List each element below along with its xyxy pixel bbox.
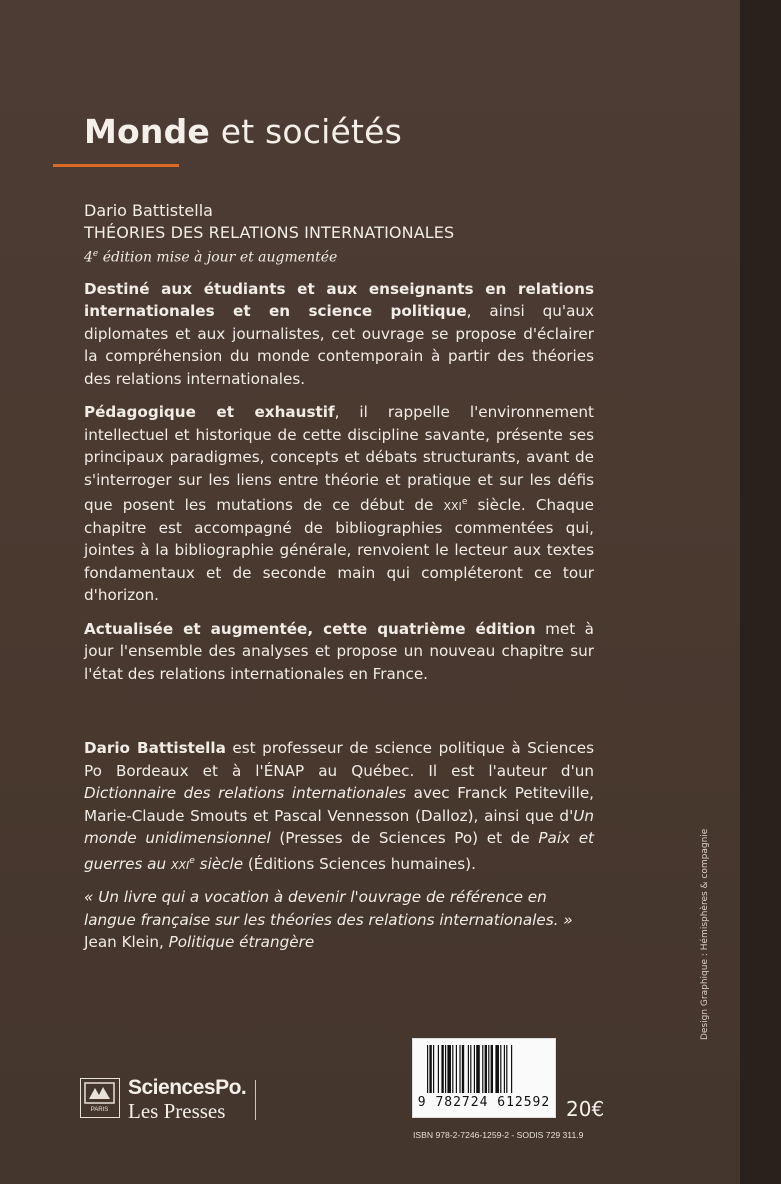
description-paragraph-3 [84,618,594,686]
para2-bold: Pédagogique et exhaustif [84,403,335,422]
publisher-name-line2: Les Presses [128,1099,226,1123]
barcode-bar [474,1045,475,1093]
barcode-bars-icon [427,1045,545,1093]
barcode-bar [511,1045,512,1093]
para2-text1: , il rappelle l'environnement intellectuel et historique de cette discipline savante, présente ses principaux paradigmes, concepts et débats structurants, avant de s'interroger sur les liens entre théorie et pratique et sur les défis que posent les mutations de ce début de [84,403,594,515]
barcode-bar [456,1045,457,1093]
barcode-bar [433,1045,434,1093]
description-paragraph-2 [84,401,594,607]
description-paragraph-1 [84,278,594,391]
orange-rule [53,164,179,167]
barcode-bar [447,1045,451,1093]
barcode-bar [500,1045,501,1093]
collection-title-rest: et sociétés [210,112,403,151]
collection-title-bold: Monde [84,112,211,151]
barcode-bar [485,1045,487,1093]
para1-bold: Destiné aux étudiants et aux enseignants en relations internationales et en science politique [84,279,594,321]
para2-century: xxi [443,496,462,515]
bio-text-1: est professeur de science politique à Sciences Po Bordeaux et à l'ÉNAP au Québec. Il est l'auteur d'un [84,739,594,780]
barcode-bar [491,1045,493,1093]
quote-author: Jean Klein, [84,933,169,952]
barcode-bar [476,1045,480,1093]
barcode-bar [452,1045,453,1093]
sciencespo-emblem-icon [80,1078,120,1118]
para3-bold: Actualisée et augmentée, cette quatrième édition [84,619,536,638]
barcode-bar [459,1045,460,1093]
bio-text-2: avec Franck Petiteville, Marie-Claude Smouts et Pascal Vennesson (Dalloz), ainsi que d' [84,784,594,825]
collection-title [84,112,402,151]
barcode-bar [482,1045,483,1093]
bio-text-3: (Presses de Sciences Po) et de [270,829,539,848]
edition-sup: e [92,249,99,259]
author-bio [84,737,594,875]
barcode-bar [438,1045,439,1093]
barcode-bar [429,1045,431,1093]
barcode-bar [441,1045,443,1093]
quote-attribution [84,931,594,954]
para1-text: , ainsi qu'aux diplomates et aux journalistes, cet ouvrage se propose d'éclairer la compréhension du monde contemporain à partir des théories des relations internationales. [84,302,594,388]
logo-separator [255,1080,256,1120]
barcode-bar [495,1045,499,1093]
bio-century-sup: e [189,855,195,866]
para2-century-sup: e [461,497,468,508]
publisher-name-line1: SciencesPo. [128,1076,247,1099]
barcode-bar [506,1045,507,1093]
emblem-text: PARIS [90,1107,109,1113]
review-quote: « Un livre qui a vocation à devenir l'ouvrage de référence en langue française sur les théories des relations internationales. » [84,888,573,929]
emblem-svg [81,1079,118,1116]
barcode-bar [470,1045,471,1093]
price: 20€ [566,1097,605,1121]
design-credit: Design Graphique : Hémisphères & compagnie [700,828,710,1040]
barcode-bar [468,1045,469,1093]
bio-century: xxi [170,854,190,873]
author-name: Dario Battistella [84,201,213,220]
barcode-bar [488,1045,489,1093]
barcode-bar [504,1045,505,1093]
book-spine [740,0,781,1184]
edition-number: 4 [84,249,93,266]
edition-line [84,244,594,268]
bio-title-1: Dictionnaire des relations internationales [84,784,407,803]
bio-title-3: Paix et guerres au [84,829,594,873]
quote-source: Politique étrangère [168,933,315,952]
bio-author-name: Dario Battistella [84,739,226,758]
barcode-digits: 9 782724 612592 [417,1095,551,1110]
para3-text: met à jour l'ensemble des analyses et propose un nouveau chapitre sur l'état des relations internationales en France. [84,619,594,683]
book-title: THÉORIES DES RELATIONS INTERNATIONALES [84,223,455,242]
bio-text-4: (Éditions Sciences humaines). [243,854,476,873]
bio-title-2: Un monde unidimensionnel [84,806,594,848]
barcode-bar [445,1045,446,1093]
barcode-bar [462,1045,464,1093]
edition-text: édition mise à jour et augmentée [98,249,338,266]
barcode [412,1038,556,1118]
bio-title-4: siècle [194,854,244,873]
para2-text2: siècle. Chaque chapitre est accompagné de bibliographies commentées qui, jointes à la bibliographie générale, renvoient le lecteur aux textes fondamentaux et de seconde main qui compléteront ce tour d'horizon. [84,496,594,605]
barcode-bar [427,1045,428,1093]
isbn-line: ISBN 978-2-7246-1259-2 - SODIS 729 311.9 [413,1130,584,1140]
back-cover-text [84,200,594,954]
